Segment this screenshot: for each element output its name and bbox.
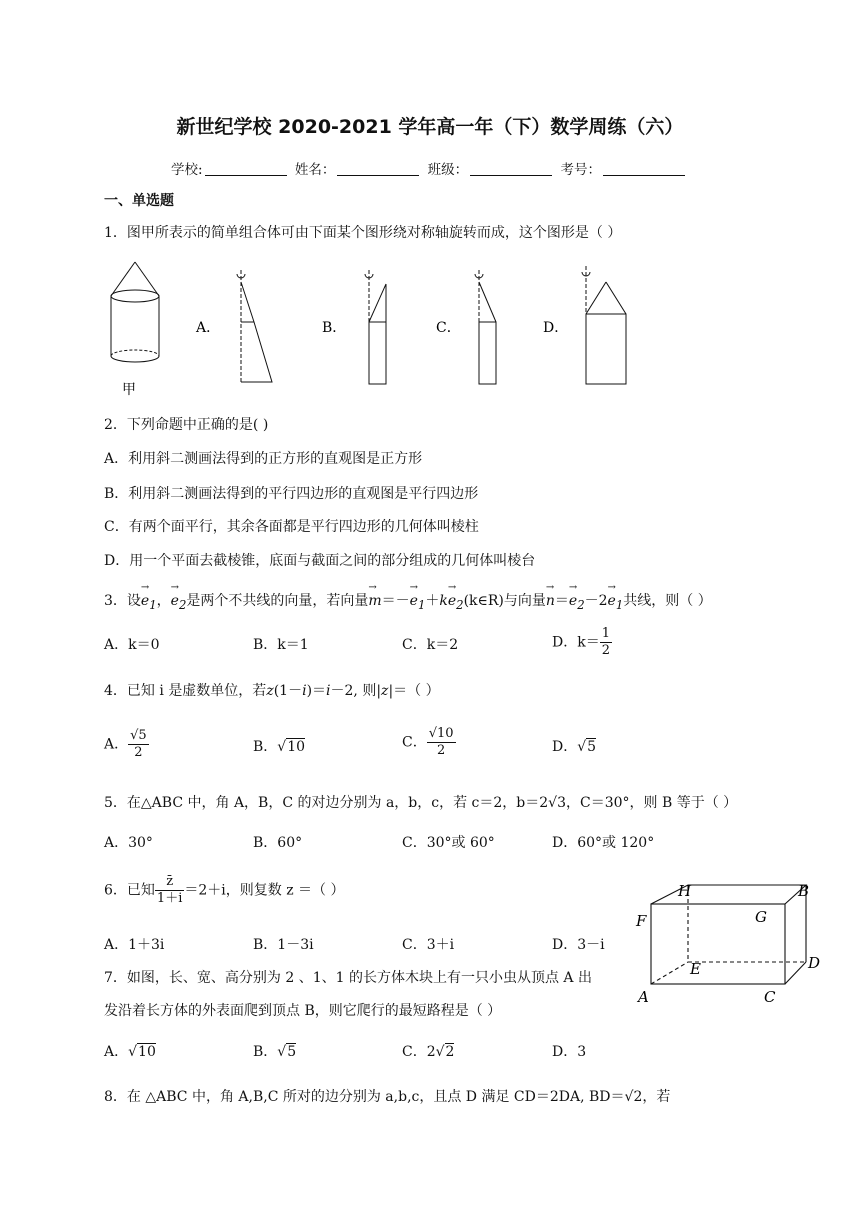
label-jia: 甲	[122, 382, 136, 398]
page-title: 新世纪学校 2020-2021 学年高一年（下）数学周练（六）	[176, 116, 684, 138]
q1-option-c[interactable]: C．	[436, 320, 461, 336]
q1-option-a[interactable]: A．	[196, 320, 221, 336]
q7-option-c[interactable]: C．2√2	[402, 1044, 455, 1060]
q7-option-a[interactable]: A．√10	[104, 1044, 156, 1060]
q6-stem-pre: 6．已知	[104, 882, 155, 899]
q5-stem: 5．在△ABC 中，角 A，B，C 的对边分别为 a，b，c，若 c＝2，b＝2√3，C＝30°，则 B 等于（ ）	[104, 795, 738, 811]
q6-option-c[interactable]: C．3＋i	[402, 937, 455, 953]
vertex-b: B	[798, 882, 810, 900]
q5-option-b[interactable]: B．60°	[253, 835, 303, 851]
q7-box-figure	[630, 876, 830, 1010]
q8-stem: 8．在 △ABC 中，角 A,B,C 所对的边分别为 a,b,c，且点 D 满足 CD＝2DA, BD＝√2，若	[104, 1089, 671, 1105]
q2-option-c[interactable]: C．有两个面平行，其余各面都是平行四边形的几何体叫棱柱	[104, 519, 479, 535]
q3-option-a[interactable]: A．k＝0	[104, 637, 160, 653]
q2-stem: 2．下列命题中正确的是( )	[104, 417, 269, 433]
vertex-a: A	[638, 988, 649, 1006]
q4-a-den: 2	[134, 745, 143, 760]
vertex-h: H	[678, 882, 692, 900]
q6-frac-den: 1＋i	[156, 891, 183, 906]
q7-option-b[interactable]: B．√5	[253, 1044, 297, 1060]
q5-option-c[interactable]: C．30°或 60°	[402, 835, 495, 851]
q4-b-value: 10	[287, 739, 306, 755]
q4-c-label: C．	[402, 734, 427, 751]
q4-stem-mid: 是虚数单位，若	[168, 683, 267, 699]
q4-b-label: B．	[253, 739, 278, 755]
q2-option-a[interactable]: A．利用斜二测画法得到的正方形的直观图是正方形	[104, 451, 423, 467]
student-info-line	[0, 158, 860, 178]
school-label: 学校:	[171, 162, 203, 178]
vertex-f: F	[636, 912, 647, 930]
exam-no-label: 考号：	[560, 162, 601, 178]
class-label: 班级：	[427, 162, 469, 178]
q2-option-d[interactable]: D．用一个平面去截棱锥，底面与截面之间的部分组成的几何体叫棱台	[104, 553, 536, 569]
q4-a-num: √5	[130, 728, 147, 743]
vertex-d: D	[808, 954, 821, 972]
q6-frac-num: z̄	[155, 874, 184, 891]
exam-no-blank[interactable]	[603, 163, 685, 176]
q3-d-label: D．k＝	[552, 634, 600, 651]
figure-d[interactable]	[582, 266, 626, 384]
q3-stem-post: 共线，则（ ）	[623, 593, 712, 609]
q6-option-a[interactable]: A．1＋3i	[104, 937, 165, 953]
q1-option-d[interactable]: D．	[543, 320, 569, 336]
q4-stem-pre: 4．已知	[104, 683, 155, 699]
q1-option-b[interactable]: B．	[322, 320, 347, 336]
q7-stem-line1: 7．如图，长、宽、高分别为 2 、1、1 的长方体木块上有一只小虫从顶点 A 出	[104, 970, 592, 986]
q7-b-value: 5	[287, 1044, 297, 1060]
q1-figures	[100, 256, 760, 401]
q4-option-a[interactable]	[104, 728, 149, 761]
q7-a-label: A．	[104, 1044, 129, 1060]
q4-option-b[interactable]: B．√10	[253, 739, 306, 755]
q1-stem: 1．图甲所表示的简单组合体可由下面某个图形绕对称轴旋转而成，这个图形是（ ）	[104, 225, 622, 241]
q7-c-label: C．2	[402, 1044, 436, 1060]
name-label: 姓名：	[294, 162, 336, 178]
q7-stem-line2: 发沿着长方体的外表面爬到顶点 B，则它爬行的最短路程是（ ）	[104, 1003, 502, 1019]
figure-b[interactable]	[365, 270, 386, 384]
school-blank[interactable]	[205, 163, 287, 176]
q6-stem	[104, 874, 344, 907]
q7-c-value: 2	[445, 1044, 455, 1060]
name-blank[interactable]	[337, 163, 419, 176]
q2-option-b[interactable]: B．利用斜二测画法得到的平行四边形的直观图是平行四边形	[104, 486, 479, 502]
q6-stem-post: ＝2＋i，则复数 z ＝（ ）	[184, 882, 345, 899]
q3-d-num: 1	[601, 626, 610, 641]
q3-stem-mid1: 是两个不共线的向量，若向量	[186, 593, 369, 609]
q6-option-d[interactable]: D．3－i	[552, 937, 605, 953]
q3-option-d[interactable]	[552, 626, 612, 659]
q4-d-label: D．	[552, 739, 578, 755]
q4-c-den: 2	[436, 743, 446, 758]
q5-option-d[interactable]: D．60°或 120°	[552, 835, 655, 851]
q3-stem-mid2: (k∈R)与向量	[463, 593, 546, 609]
figure-jia	[111, 262, 159, 362]
q4-option-d[interactable]: D．√5	[552, 739, 597, 755]
q7-option-d[interactable]: D．3	[552, 1044, 587, 1060]
class-blank[interactable]	[470, 163, 552, 176]
q4-option-c[interactable]	[402, 726, 456, 759]
vertex-c: C	[764, 988, 776, 1006]
q7-b-label: B．	[253, 1044, 278, 1060]
q5-option-a[interactable]: A．30°	[104, 835, 153, 851]
q3-d-den: 2	[601, 643, 610, 658]
q4-d-value: 5	[587, 739, 597, 755]
figure-a[interactable]	[237, 270, 272, 384]
section-heading: 一、单选题	[104, 193, 174, 209]
q3-stem: 3．设→ $e_1$，→ $e_2$是两个不共线的向量，若向量→ $m=-\to e_1+k\to$ $e_2(k\in R)$与向量→ $n=\to e_2-2\to e_1$共线，则（ ）	[104, 590, 712, 612]
vertex-e: E	[690, 960, 701, 978]
q4-c-num: √10	[428, 726, 454, 741]
q4-a-label: A．	[104, 736, 129, 753]
q6-option-b[interactable]: B．1－3i	[253, 937, 314, 953]
q3-stem-pre: 3．设	[104, 593, 141, 609]
q4-stem: 4．已知 i 是虚数单位，若z(1－i)＝i－2, 则|z|＝（ ）	[104, 683, 440, 699]
q7-a-value: 10	[138, 1044, 156, 1060]
q4-stem-post: （ ）	[407, 683, 440, 699]
q3-option-b[interactable]: B．k＝1	[253, 637, 309, 653]
figure-c[interactable]	[475, 270, 496, 384]
vertex-g: G	[755, 908, 767, 926]
q3-option-c[interactable]: C．k＝2	[402, 637, 459, 653]
